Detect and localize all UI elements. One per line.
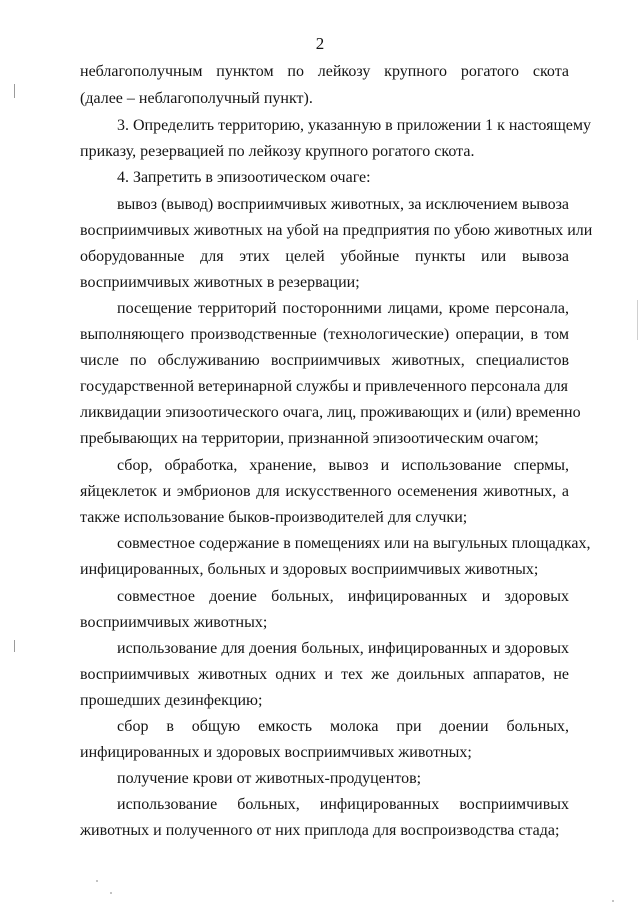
text-line: вывоз (вывод) восприимчивых животных, за исключением вывоза xyxy=(117,196,569,213)
text-line: совместное доение больных, инфицированных и здоровых xyxy=(117,588,569,605)
text-line: яйцеклеток и эмбрионов для искусственного осеменения животных, а xyxy=(80,483,569,500)
text-line: оборудованные для этих целей убойные пункты или вывоза xyxy=(80,248,569,265)
scan-mark xyxy=(110,892,112,894)
text-line: инфицированных, больных и здоровых восприимчивых животных; xyxy=(80,561,539,578)
text-line: пребывающих на территории, признанной эпизоотическим очагом; xyxy=(80,430,539,447)
text-line: инфицированных и здоровых восприимчивых животных; xyxy=(80,744,472,761)
text-line: посещение территорий посторонними лицами, кроме персонала, xyxy=(117,300,569,317)
text-line: сбор, обработка, хранение, вывоз и использование спермы, xyxy=(117,457,569,474)
scan-mark xyxy=(14,640,15,652)
text-line: восприимчивых животных; xyxy=(80,614,268,631)
text-line: числе по обслуживанию восприимчивых животных, специалистов xyxy=(80,352,569,369)
text-line: совместное содержание в помещениях или на выгульных площадках, xyxy=(117,535,591,552)
text-line: восприимчивых животных в резервации; xyxy=(80,274,360,291)
text-line: животных и полученного от них приплода для воспроизводства стада; xyxy=(80,822,560,839)
text-line: (далее – неблагополучный пункт). xyxy=(80,90,313,107)
text-line: выполняющего производственные (технологические) операции, в том xyxy=(80,326,569,343)
scan-mark xyxy=(96,880,98,882)
text-line: сбор в общую емкость молока при доении больных, xyxy=(117,718,569,735)
scan-mark xyxy=(14,84,15,98)
text-line: использование больных, инфицированных восприимчивых xyxy=(117,796,569,813)
text-line: 4. Запретить в эпизоотическом очаге: xyxy=(117,169,371,186)
text-line: ликвидации эпизоотического очага, лиц, проживающих и (или) временно xyxy=(80,404,581,421)
scan-mark xyxy=(637,300,638,340)
text-line: восприимчивых животных на убой на предприятия по убою животных или xyxy=(80,222,593,239)
page-number: 2 xyxy=(315,34,325,53)
text-line: использование для доения больных, инфицированных и здоровых xyxy=(117,640,569,657)
text-line: приказу, резервацией по лейкозу крупного рогатого скота. xyxy=(80,143,475,160)
text-line: 3. Определить территорию, указанную в приложении 1 к настоящему xyxy=(117,117,591,134)
text-line: восприимчивых животных одних и тех же доильных аппаратов, не xyxy=(80,666,569,683)
text-line: также использование быков-производителей для случки; xyxy=(80,509,468,526)
text-line: неблагополучным пунктом по лейкозу крупного рогатого скота xyxy=(80,63,569,80)
text-line: прошедших дезинфекцию; xyxy=(80,692,263,709)
text-line: получение крови от животных-продуцентов; xyxy=(117,770,422,787)
text-line: государственной ветеринарной службы и привлеченного персонала для xyxy=(80,378,568,395)
scan-mark xyxy=(612,900,614,902)
